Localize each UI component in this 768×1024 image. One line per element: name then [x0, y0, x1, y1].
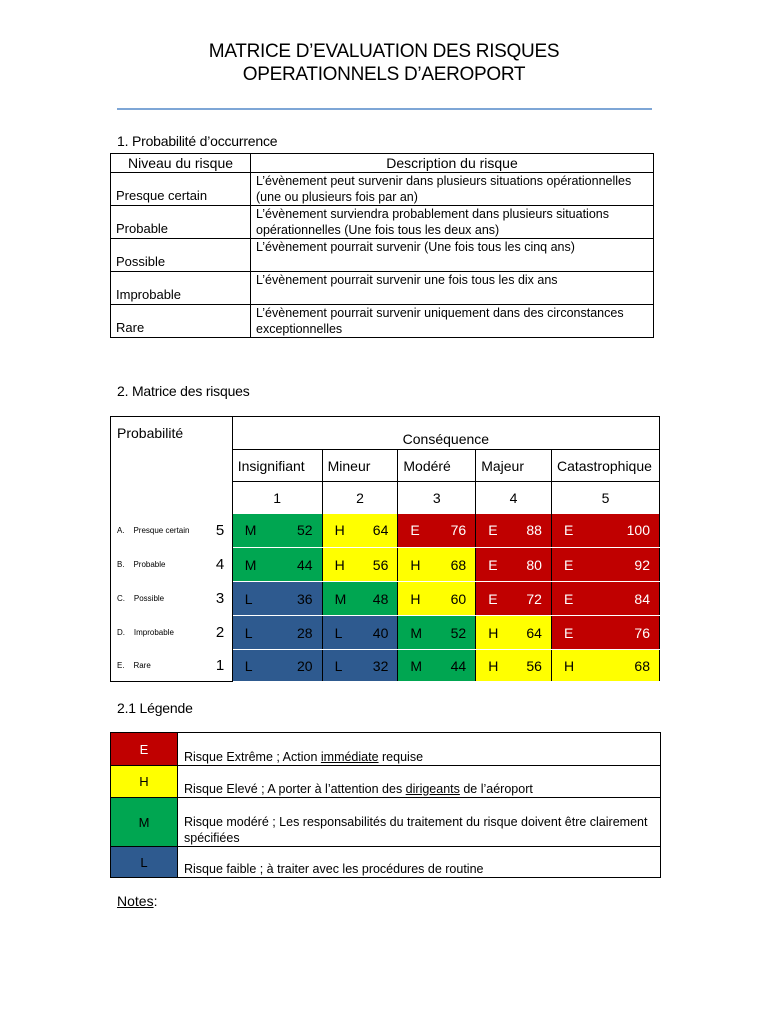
- risk-level-cell: E: [398, 514, 442, 548]
- matrix-row-number: 4: [208, 548, 232, 582]
- level-cell: Probable: [111, 206, 251, 239]
- risk-score-cell: 48: [364, 582, 398, 616]
- col-level-header: Niveau du risque: [111, 154, 251, 173]
- risk-score-cell: 28: [275, 616, 322, 650]
- table-row: [111, 239, 654, 272]
- legend-swatch-m: M: [111, 798, 178, 847]
- risk-level-cell: M: [232, 514, 275, 548]
- notes-label: Notes: [117, 893, 154, 909]
- matrix-row: [111, 514, 660, 548]
- risk-score-cell: 20: [275, 650, 322, 682]
- table-row: [111, 173, 654, 206]
- risk-score-cell: 56: [364, 548, 398, 582]
- risk-score-cell: 92: [607, 548, 659, 582]
- title-line-2: OPERATIONNELS D’AEROPORT: [242, 64, 526, 85]
- desc-line: (une ou plusieurs fois par an): [256, 190, 418, 204]
- cons-num: 1: [232, 482, 322, 514]
- matrix-row-label: D. Improbable: [117, 628, 174, 637]
- risk-score-cell: 40: [364, 616, 398, 650]
- cons-name: Mineur: [322, 450, 398, 482]
- cons-num: 4: [476, 482, 552, 514]
- risk-score-cell: 68: [607, 650, 659, 682]
- matrix-corner-spacer: [111, 450, 233, 482]
- legend-swatch-h: H: [111, 766, 178, 798]
- desc-line: exceptionnelles: [256, 322, 343, 336]
- level-cell: Improbable: [111, 272, 251, 305]
- risk-level-cell: E: [551, 514, 607, 548]
- risk-level-cell: E: [476, 514, 518, 548]
- cons-name: Insignifiant: [232, 450, 322, 482]
- matrix-row-label: C. Possible: [117, 594, 165, 603]
- risk-score-cell: 44: [442, 650, 476, 682]
- notes-suffix: :: [153, 893, 158, 909]
- legend-text-part: Risque Elevé ; A porter à l’attention des: [184, 782, 406, 796]
- risk-level-cell: M: [322, 582, 364, 616]
- legend-text-part: requise: [378, 750, 424, 764]
- level-cell: Possible: [111, 239, 251, 272]
- risk-score-cell: 52: [275, 514, 322, 548]
- desc-line: L’évènement peut survenir dans plusieurs situations opérationnelles: [256, 174, 632, 188]
- risk-score-cell: 72: [518, 582, 552, 616]
- risk-score-cell: 80: [518, 548, 552, 582]
- probability-label: Probabilité: [111, 417, 233, 450]
- desc-cell: [251, 173, 654, 206]
- col-desc-header: Description du risque: [251, 154, 654, 173]
- risk-level-cell: M: [398, 650, 442, 682]
- cons-num: 3: [398, 482, 476, 514]
- risk-score-cell: 76: [607, 616, 659, 650]
- risk-score-cell: 52: [442, 616, 476, 650]
- risk-level-cell: E: [551, 616, 607, 650]
- risk-level-cell: H: [476, 650, 518, 682]
- matrix-row-label: A. Presque certain: [117, 526, 190, 535]
- risk-level-cell: H: [398, 548, 442, 582]
- table-row: [111, 305, 654, 338]
- desc-cell: [251, 272, 654, 305]
- risk-score-cell: 36: [275, 582, 322, 616]
- cons-name: Majeur: [476, 450, 552, 482]
- matrix-row-number: 3: [208, 582, 232, 616]
- legend-row: [111, 733, 661, 766]
- desc-cell: [251, 239, 654, 272]
- matrix-row-number: 5: [208, 514, 232, 548]
- legend-text: [178, 733, 661, 766]
- legend-row: [111, 847, 661, 878]
- risk-score-cell: 60: [442, 582, 476, 616]
- legend-row: [111, 798, 661, 847]
- risk-level-cell: M: [232, 548, 275, 582]
- legend-heading: 2.1 Légende: [117, 700, 193, 716]
- desc-line: opérationnelles (Une fois tous les deux ans): [256, 223, 500, 237]
- level-cell: Rare: [111, 305, 251, 338]
- risk-score-cell: 56: [518, 650, 552, 682]
- matrix-row: [111, 548, 660, 582]
- matrix-corner-spacer: [111, 482, 233, 514]
- risk-level-cell: E: [476, 548, 518, 582]
- legend-row: [111, 766, 661, 798]
- risk-level-cell: H: [551, 650, 607, 682]
- title-divider: [117, 108, 652, 110]
- legend-text: [178, 766, 661, 798]
- page-title: [0, 40, 768, 86]
- legend-text-part: Risque Extrême ; Action: [184, 750, 321, 764]
- risk-level-cell: L: [232, 582, 275, 616]
- title-line-1: MATRICE D’EVALUATION DES RISQUES: [208, 41, 560, 62]
- risk-level-cell: H: [476, 616, 518, 650]
- legend-text-underlined: dirigeants: [405, 782, 460, 796]
- desc-cell: [251, 206, 654, 239]
- matrix-row-label: E. Rare: [117, 660, 151, 670]
- risk-level-cell: L: [232, 616, 275, 650]
- notes: [117, 893, 157, 909]
- section1-heading: 1. Probabilité d’occurrence: [117, 133, 278, 149]
- risk-level-cell: H: [322, 548, 364, 582]
- risk-score-cell: 44: [275, 548, 322, 582]
- matrix-row-number: 2: [208, 616, 232, 650]
- cons-name: Modéré: [398, 450, 476, 482]
- legend-swatch-l: L: [111, 847, 178, 878]
- matrix-row-label: B. Probable: [117, 560, 166, 569]
- risk-level-cell: H: [322, 514, 364, 548]
- legend-text-underlined: immédiate: [320, 750, 379, 764]
- risk-level-cell: L: [322, 650, 364, 682]
- matrix-row: [111, 582, 660, 616]
- desc-line: L’évènement pourrait survenir (Une fois tous les cinq ans): [256, 240, 575, 254]
- legend-table: [110, 732, 661, 878]
- risk-level-cell: L: [232, 650, 275, 682]
- cons-num: 5: [601, 489, 610, 506]
- legend-text-part: de l’aéroport: [459, 782, 533, 796]
- desc-cell: [251, 305, 654, 338]
- cons-num: 2: [322, 482, 398, 514]
- desc-line: L’évènement pourrait survenir uniquement dans des circonstances: [256, 306, 624, 320]
- legend-text: Risque faible ; à traiter avec les procédures de routine: [178, 847, 661, 878]
- risk-level-cell: M: [398, 616, 442, 650]
- consequence-label: Conséquence: [232, 417, 659, 450]
- risk-level-cell: H: [398, 582, 442, 616]
- legend-text: Risque modéré ; Les responsabilités du traitement du risque doivent être clairement spécifiées: [178, 798, 661, 847]
- risk-score-cell: 68: [442, 548, 476, 582]
- risk-score-cell: 84: [607, 582, 659, 616]
- probability-table: [110, 153, 654, 338]
- level-cell: Presque certain: [111, 173, 251, 206]
- risk-level-cell: E: [551, 582, 607, 616]
- legend-swatch-e: E: [111, 733, 178, 766]
- matrix-row: [111, 616, 660, 650]
- matrix-row: [111, 650, 660, 682]
- risk-level-cell: E: [476, 582, 518, 616]
- risk-level-cell: L: [322, 616, 364, 650]
- matrix-row-number: 1: [208, 650, 232, 682]
- table-row: [111, 272, 654, 305]
- desc-line: L’évènement pourrait survenir une fois tous les dix ans: [256, 273, 558, 287]
- section2-heading: 2. Matrice des risques: [117, 383, 250, 399]
- risk-score-cell: 76: [442, 514, 476, 548]
- risk-level-cell: E: [551, 548, 607, 582]
- risk-matrix: [110, 416, 660, 682]
- risk-score-cell: 88: [518, 514, 552, 548]
- table-row: [111, 206, 654, 239]
- cons-name: Catastrophique: [551, 450, 659, 482]
- risk-score-cell: 64: [518, 616, 552, 650]
- risk-score-cell: 32: [364, 650, 398, 682]
- risk-score-cell: 64: [364, 514, 398, 548]
- desc-line: L’évènement surviendra probablement dans plusieurs situations: [256, 207, 609, 221]
- risk-score-cell: 100: [607, 514, 659, 548]
